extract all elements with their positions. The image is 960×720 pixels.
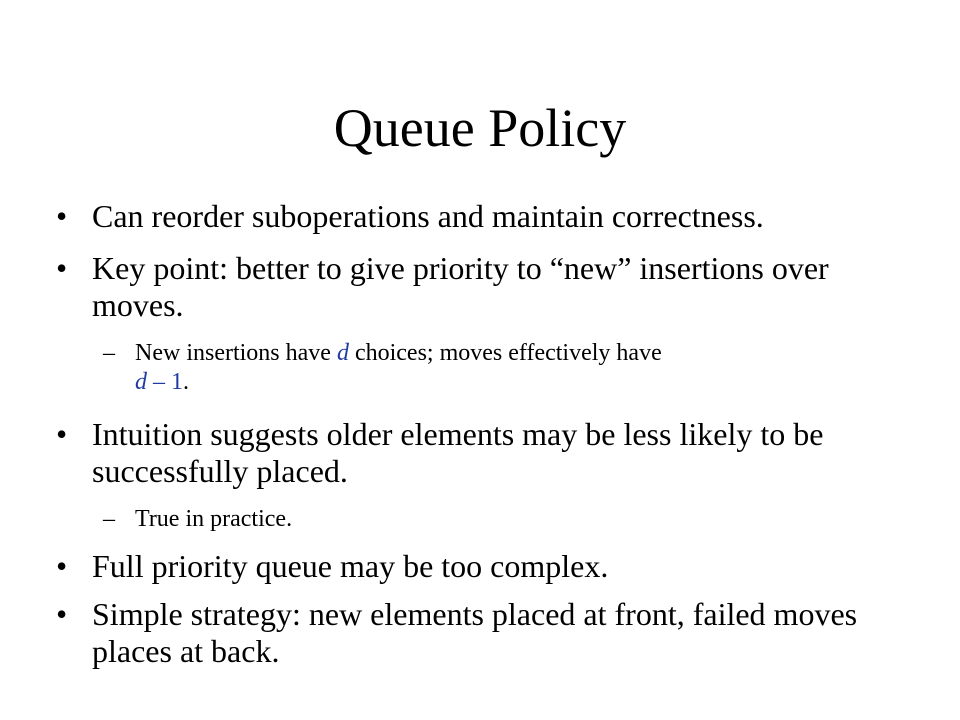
- sub-bullet-text: New insertions have d choices; moves effectively have d – 1.: [135, 340, 662, 395]
- bullet-item: [56, 596, 906, 670]
- bullet-text: Full priority queue may be too complex.: [92, 548, 609, 584]
- bullet-marker: •: [56, 198, 68, 234]
- bullet-marker: •: [56, 250, 68, 286]
- bullet-marker: •: [56, 416, 68, 452]
- slide-title: Queue Policy: [333, 98, 627, 158]
- variable-d: d: [336, 340, 349, 366]
- sub-bullet-item: [103, 505, 863, 534]
- bullet-text: Can reorder suboperations and maintain correctness.: [92, 198, 764, 234]
- minus-one: – 1: [147, 369, 183, 395]
- bullet-item: [56, 548, 906, 585]
- bullet-item: [56, 198, 906, 235]
- bullet-marker: •: [56, 596, 68, 632]
- sub-bullet-marker: –: [103, 506, 115, 532]
- sub-bullet-marker: –: [103, 340, 115, 366]
- bullet-marker: •: [56, 548, 68, 584]
- bullet-text: Intuition suggests older elements may be less likely to be successfully placed.: [92, 416, 824, 489]
- sub-bullet-item: [103, 339, 863, 397]
- bullet-item: [56, 416, 906, 490]
- bullet-item: [56, 250, 906, 324]
- bullet-text: Key point: better to give priority to “new” insertions over moves.: [92, 250, 829, 323]
- sub-bullet-text: True in practice.: [135, 506, 293, 532]
- variable-d: d: [135, 369, 147, 395]
- bullet-text: Simple strategy: new elements placed at front, failed moves places at back.: [92, 596, 858, 669]
